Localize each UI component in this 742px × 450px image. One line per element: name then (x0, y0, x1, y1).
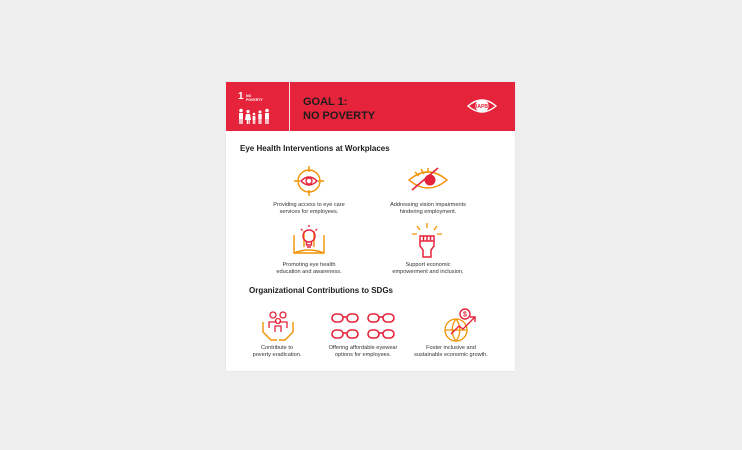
item-economic-growth: Foster inclusive and sustainable economic growth. (414, 345, 488, 358)
sdg-number: 1 (238, 91, 244, 102)
item-eye-care-access: Providing access to eye care services for employees. (273, 202, 345, 215)
section1-title: Eye Health Interventions at Workplaces (240, 144, 390, 153)
item-affordable-eyewear: Offering affordable eyewear options for employees. (328, 345, 398, 358)
eye-impairment-icon (406, 166, 450, 194)
raised-fist-icon (410, 222, 444, 258)
target-eye-icon (292, 164, 326, 198)
goal-banner (226, 82, 515, 131)
goal-name: NO POVERTY (303, 110, 376, 122)
goal-number: GOAL 1: (303, 96, 348, 108)
infographic-card (226, 82, 515, 371)
lightbulb-book-icon (291, 223, 327, 257)
item-vision-impairments: Addressing vision impairments hindering employment. (390, 202, 466, 215)
family-icon (238, 108, 272, 124)
brand-text: IAPB (476, 104, 488, 110)
globe-growth-icon (441, 306, 479, 344)
item-economic-empowerment: Support economic empowerment and inclusion. (392, 262, 464, 275)
item-poverty-eradication: Contribute to poverty eradication. (252, 345, 302, 358)
sdg-label: NO POVERTY (246, 94, 263, 102)
iapb-logo (467, 96, 497, 116)
eyeglasses-icon (330, 312, 396, 340)
goal-title (303, 95, 375, 123)
section2-title: Organizational Contributions to SDGs (249, 286, 393, 295)
sdg-badge (226, 82, 290, 131)
item-eye-health-education: Promoting eye health education and awareness. (276, 262, 342, 275)
hands-people-icon (261, 308, 295, 342)
svg-text:$: $ (463, 311, 467, 319)
